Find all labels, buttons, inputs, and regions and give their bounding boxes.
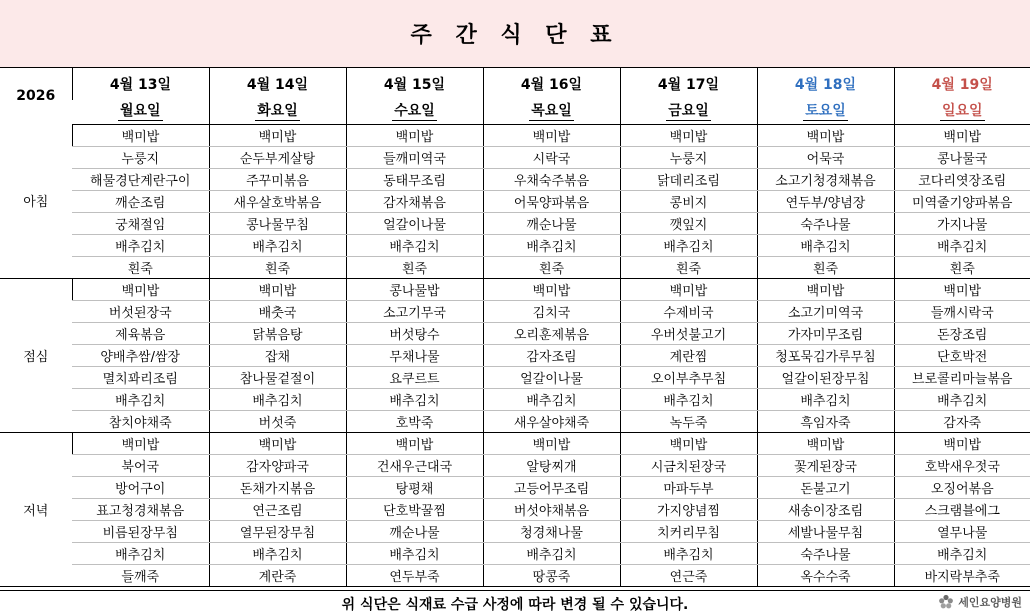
table-row bbox=[0, 410, 1030, 432]
menu-item: 열무된장무침 bbox=[209, 520, 346, 542]
menu-item: 연근조림 bbox=[209, 498, 346, 520]
menu-item: 계란찜 bbox=[620, 344, 757, 366]
menu-item: 배추김치 bbox=[209, 542, 346, 564]
menu-item: 배추김치 bbox=[894, 234, 1030, 256]
menu-item: 옥수수죽 bbox=[757, 564, 894, 586]
menu-item: 감자죽 bbox=[894, 410, 1030, 432]
menu-item: 백미밥 bbox=[483, 278, 620, 300]
menu-item: 호박새우젓국 bbox=[894, 454, 1030, 476]
menu-item: 숙주나물 bbox=[757, 542, 894, 564]
date-header-7: 4월 19일 bbox=[894, 68, 1030, 100]
menu-item: 백미밥 bbox=[620, 124, 757, 146]
menu-item: 돈채가지볶음 bbox=[209, 476, 346, 498]
table-row bbox=[0, 498, 1030, 520]
menu-item: 요쿠르트 bbox=[346, 366, 483, 388]
meal-label: 점심 bbox=[0, 278, 72, 432]
date-header-3: 4월 15일 bbox=[346, 68, 483, 100]
menu-item: 깨순조림 bbox=[72, 190, 209, 212]
table-row bbox=[0, 322, 1030, 344]
table-row bbox=[0, 520, 1030, 542]
menu-item: 궁채절임 bbox=[72, 212, 209, 234]
menu-item: 배추김치 bbox=[483, 542, 620, 564]
menu-item: 가지나물 bbox=[894, 212, 1030, 234]
weekday-header-4 bbox=[483, 100, 620, 124]
menu-item: 알탕찌개 bbox=[483, 454, 620, 476]
menu-item: 오이부추무침 bbox=[620, 366, 757, 388]
menu-table bbox=[0, 68, 1030, 587]
menu-item: 잡채 bbox=[209, 344, 346, 366]
menu-item: 백미밥 bbox=[346, 124, 483, 146]
weekday-header-2 bbox=[209, 100, 346, 124]
weekday-header-6 bbox=[757, 100, 894, 124]
menu-item: 김치국 bbox=[483, 300, 620, 322]
menu-item: 배추김치 bbox=[346, 388, 483, 410]
menu-item: 백미밥 bbox=[757, 124, 894, 146]
menu-item: 배추김치 bbox=[72, 542, 209, 564]
menu-item: 치커리무침 bbox=[620, 520, 757, 542]
menu-item: 배추김치 bbox=[483, 234, 620, 256]
menu-item: 백미밥 bbox=[894, 432, 1030, 454]
table-row bbox=[0, 542, 1030, 564]
menu-item: 마파두부 bbox=[620, 476, 757, 498]
menu-item: 깨순나물 bbox=[483, 212, 620, 234]
weekday-label: 화요일 bbox=[257, 103, 298, 120]
menu-item: 얼갈이나물 bbox=[483, 366, 620, 388]
menu-item: 흰죽 bbox=[209, 256, 346, 278]
menu-item: 배추김치 bbox=[620, 388, 757, 410]
menu-item: 백미밥 bbox=[757, 278, 894, 300]
menu-item: 백미밥 bbox=[72, 124, 209, 146]
table-row bbox=[0, 234, 1030, 256]
menu-item: 백미밥 bbox=[72, 278, 209, 300]
menu-item: 닭데리조림 bbox=[620, 168, 757, 190]
menu-item: 미역줄기양파볶음 bbox=[894, 190, 1030, 212]
menu-item: 배추김치 bbox=[894, 388, 1030, 410]
table-row bbox=[0, 300, 1030, 322]
hospital-logo bbox=[938, 594, 1022, 610]
menu-item: 감자채볶음 bbox=[346, 190, 483, 212]
menu-item: 우채숙주볶음 bbox=[483, 168, 620, 190]
menu-item: 가자미무조림 bbox=[757, 322, 894, 344]
menu-item: 순두부게살탕 bbox=[209, 146, 346, 168]
menu-item: 소고기미역국 bbox=[757, 300, 894, 322]
menu-item: 브로콜리마늘볶음 bbox=[894, 366, 1030, 388]
table-row bbox=[0, 190, 1030, 212]
menu-item: 연두부죽 bbox=[346, 564, 483, 586]
menu-item: 배추김치 bbox=[757, 388, 894, 410]
menu-item: 계란죽 bbox=[209, 564, 346, 586]
menu-item: 배추김치 bbox=[483, 388, 620, 410]
menu-item: 들깨죽 bbox=[72, 564, 209, 586]
menu-item: 누룽지 bbox=[72, 146, 209, 168]
menu-item: 배추김치 bbox=[894, 542, 1030, 564]
table-row bbox=[0, 388, 1030, 410]
menu-item: 백미밥 bbox=[346, 432, 483, 454]
menu-item: 버섯탕수 bbox=[346, 322, 483, 344]
menu-item: 새송이장조림 bbox=[757, 498, 894, 520]
menu-item: 우버섯불고기 bbox=[620, 322, 757, 344]
menu-item: 배추김치 bbox=[346, 542, 483, 564]
menu-item: 흰죽 bbox=[894, 256, 1030, 278]
weekday-label: 토요일 bbox=[805, 103, 846, 120]
table-row bbox=[0, 564, 1030, 586]
menu-item: 가지양념찜 bbox=[620, 498, 757, 520]
menu-item: 돈장조림 bbox=[894, 322, 1030, 344]
menu-item: 배추김치 bbox=[620, 234, 757, 256]
table-row bbox=[0, 168, 1030, 190]
date-header-1: 4월 13일 bbox=[72, 68, 209, 100]
menu-item: 주꾸미볶음 bbox=[209, 168, 346, 190]
table-row bbox=[0, 256, 1030, 278]
weekday-label: 목요일 bbox=[531, 103, 572, 120]
year-cell: 2026 bbox=[16, 88, 56, 104]
menu-item: 백미밥 bbox=[209, 124, 346, 146]
menu-item: 흰죽 bbox=[757, 256, 894, 278]
weekday-header-5 bbox=[620, 100, 757, 124]
menu-item: 백미밥 bbox=[72, 432, 209, 454]
menu-item: 콩나물무침 bbox=[209, 212, 346, 234]
menu-item: 숙주나물 bbox=[757, 212, 894, 234]
menu-item: 새우살야채죽 bbox=[483, 410, 620, 432]
menu-item: 연두부/양념장 bbox=[757, 190, 894, 212]
menu-item: 누룽지 bbox=[620, 146, 757, 168]
menu-item: 호박죽 bbox=[346, 410, 483, 432]
menu-item: 무채나물 bbox=[346, 344, 483, 366]
menu-item: 백미밥 bbox=[620, 278, 757, 300]
menu-item: 건새우근대국 bbox=[346, 454, 483, 476]
table-row bbox=[0, 476, 1030, 498]
menu-item: 양배추쌈/쌈장 bbox=[72, 344, 209, 366]
menu-item: 코다리엿장조림 bbox=[894, 168, 1030, 190]
menu-item: 감자양파국 bbox=[209, 454, 346, 476]
date-header-4: 4월 16일 bbox=[483, 68, 620, 100]
menu-item: 어묵국 bbox=[757, 146, 894, 168]
menu-item: 들깨미역국 bbox=[346, 146, 483, 168]
menu-item: 시락국 bbox=[483, 146, 620, 168]
menu-item: 오리훈제볶음 bbox=[483, 322, 620, 344]
menu-item: 흑임자죽 bbox=[757, 410, 894, 432]
menu-item: 고등어무조림 bbox=[483, 476, 620, 498]
table-row bbox=[0, 212, 1030, 234]
menu-item: 배추김치 bbox=[757, 234, 894, 256]
menu-item: 백미밥 bbox=[894, 124, 1030, 146]
menu-item: 청포묵김가루무침 bbox=[757, 344, 894, 366]
menu-item: 동태무조림 bbox=[346, 168, 483, 190]
menu-item: 수제비국 bbox=[620, 300, 757, 322]
menu-item: 버섯야채볶음 bbox=[483, 498, 620, 520]
weekday-label: 일요일 bbox=[941, 103, 983, 120]
footer bbox=[0, 590, 1030, 616]
menu-item: 참나물겉절이 bbox=[209, 366, 346, 388]
menu-item: 해물경단계란구이 bbox=[72, 168, 209, 190]
menu-item: 깨순나물 bbox=[346, 520, 483, 542]
menu-item: 배추김치 bbox=[209, 388, 346, 410]
menu-item: 연근죽 bbox=[620, 564, 757, 586]
weekday-header-3 bbox=[346, 100, 483, 124]
menu-item: 버섯된장국 bbox=[72, 300, 209, 322]
table-row bbox=[0, 146, 1030, 168]
table-row bbox=[0, 278, 1030, 300]
date-header-5: 4월 17일 bbox=[620, 68, 757, 100]
menu-item: 스크램블에그 bbox=[894, 498, 1030, 520]
weekday-label: 수요일 bbox=[394, 103, 435, 120]
menu-item: 배추김치 bbox=[346, 234, 483, 256]
table-row bbox=[0, 124, 1030, 146]
weekday-header-row bbox=[0, 100, 1030, 124]
table-row bbox=[0, 454, 1030, 476]
menu-item: 소고기청경채볶음 bbox=[757, 168, 894, 190]
table-row bbox=[0, 432, 1030, 454]
menu-item: 버섯죽 bbox=[209, 410, 346, 432]
menu-item: 얼갈이된장무침 bbox=[757, 366, 894, 388]
flower-logo-icon bbox=[938, 594, 954, 610]
menu-item: 흰죽 bbox=[620, 256, 757, 278]
notice-text: 위 식단은 식재료 수급 사정에 따라 변경 될 수 있습니다. bbox=[341, 597, 689, 613]
menu-body bbox=[0, 124, 1030, 586]
date-header-row bbox=[0, 68, 1030, 100]
menu-item: 백미밥 bbox=[483, 124, 620, 146]
menu-item: 콩나물밥 bbox=[346, 278, 483, 300]
date-header-2: 4월 14일 bbox=[209, 68, 346, 100]
menu-item: 단호박전 bbox=[894, 344, 1030, 366]
menu-item: 바지락부추죽 bbox=[894, 564, 1030, 586]
menu-item: 방어구이 bbox=[72, 476, 209, 498]
menu-item: 흰죽 bbox=[483, 256, 620, 278]
menu-item: 땅콩죽 bbox=[483, 564, 620, 586]
menu-item: 배추김치 bbox=[72, 388, 209, 410]
hospital-name: 세인요양병원 bbox=[958, 596, 1022, 609]
menu-item: 꽃게된장국 bbox=[757, 454, 894, 476]
menu-item: 백미밥 bbox=[483, 432, 620, 454]
menu-item: 콩비지 bbox=[620, 190, 757, 212]
menu-item: 백미밥 bbox=[209, 432, 346, 454]
menu-item: 백미밥 bbox=[620, 432, 757, 454]
menu-item: 제육볶음 bbox=[72, 322, 209, 344]
menu-item: 소고기무국 bbox=[346, 300, 483, 322]
menu-item: 참치야채죽 bbox=[72, 410, 209, 432]
menu-item: 시금치된장국 bbox=[620, 454, 757, 476]
menu-item: 세발나물무침 bbox=[757, 520, 894, 542]
weekday-header-1 bbox=[72, 100, 209, 124]
menu-item: 감자조림 bbox=[483, 344, 620, 366]
menu-item: 깻잎지 bbox=[620, 212, 757, 234]
meal-label: 아침 bbox=[0, 124, 72, 278]
menu-item: 돈불고기 bbox=[757, 476, 894, 498]
menu-item: 멸치꽈리조림 bbox=[72, 366, 209, 388]
menu-item: 백미밥 bbox=[757, 432, 894, 454]
menu-item: 배추김치 bbox=[209, 234, 346, 256]
meal-label: 저녁 bbox=[0, 432, 72, 586]
weekday-label: 금요일 bbox=[668, 103, 709, 120]
menu-item: 콩나물국 bbox=[894, 146, 1030, 168]
menu-item: 열무나물 bbox=[894, 520, 1030, 542]
page-title: 주 간 식 단 표 bbox=[410, 23, 620, 48]
menu-item: 단호박꿀찜 bbox=[346, 498, 483, 520]
title-bar bbox=[0, 0, 1030, 68]
menu-item: 북어국 bbox=[72, 454, 209, 476]
weekday-header-7 bbox=[894, 100, 1030, 124]
menu-item: 배추김치 bbox=[620, 542, 757, 564]
menu-item: 백미밥 bbox=[209, 278, 346, 300]
menu-item: 오징어볶음 bbox=[894, 476, 1030, 498]
menu-item: 새우살호박볶음 bbox=[209, 190, 346, 212]
menu-item: 탕평채 bbox=[346, 476, 483, 498]
menu-item: 배추김치 bbox=[72, 234, 209, 256]
menu-item: 청경채나물 bbox=[483, 520, 620, 542]
menu-item: 흰죽 bbox=[72, 256, 209, 278]
menu-item: 들깨시락국 bbox=[894, 300, 1030, 322]
menu-item: 닭볶음탕 bbox=[209, 322, 346, 344]
date-header-6: 4월 18일 bbox=[757, 68, 894, 100]
menu-item: 어묵양파볶음 bbox=[483, 190, 620, 212]
menu-item: 배춧국 bbox=[209, 300, 346, 322]
menu-item: 비름된장무침 bbox=[72, 520, 209, 542]
menu-item: 얼갈이나물 bbox=[346, 212, 483, 234]
table-row bbox=[0, 344, 1030, 366]
menu-item: 백미밥 bbox=[894, 278, 1030, 300]
table-row bbox=[0, 366, 1030, 388]
weekday-label: 월요일 bbox=[119, 103, 161, 120]
menu-item: 표고청경채볶음 bbox=[72, 498, 209, 520]
menu-item: 흰죽 bbox=[346, 256, 483, 278]
menu-item: 녹두죽 bbox=[620, 410, 757, 432]
